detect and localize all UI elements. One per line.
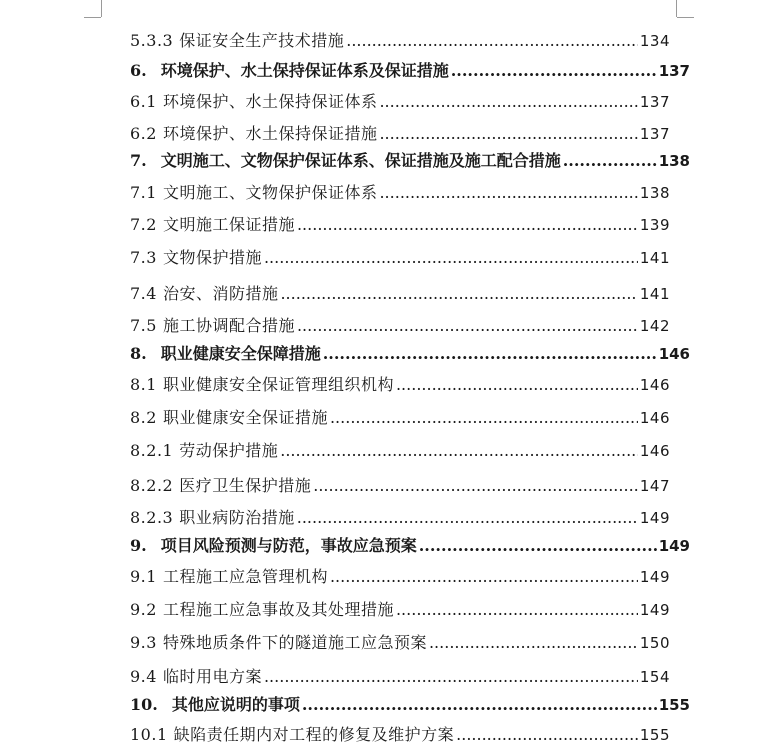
toc-entry-page: 141 [639, 249, 670, 267]
toc-entry-page: 147 [639, 477, 670, 495]
toc-entry-number: 7.5 [130, 316, 157, 335]
toc-entry-number: 8.1 [130, 375, 157, 394]
toc-entry-number: 10. [130, 695, 158, 714]
toc-entry[interactable] [130, 121, 670, 144]
toc-entry-page: 139 [639, 216, 670, 234]
toc-entry[interactable] [130, 372, 670, 395]
toc-entry-title: 文物保护措施 [162, 248, 262, 267]
toc-dot-leader [313, 476, 638, 495]
toc-entry-page: 155 [658, 696, 690, 714]
toc-entry-title: 职业病防治措施 [179, 508, 295, 527]
toc-entry-page: 155 [639, 726, 670, 744]
toc-entry-page: 146 [639, 409, 670, 427]
toc-entry-title: 工程施工应急事故及其处理措施 [162, 600, 394, 619]
toc-entry-title: 职业健康安全保证管理组织机构 [162, 375, 394, 394]
toc-dot-leader [451, 61, 657, 80]
toc-entry-title: 职业健康安全保证措施 [162, 408, 328, 427]
toc-entry[interactable] [130, 212, 670, 235]
toc-entry-title: 文明施工、文物保护保证体系 [162, 183, 378, 202]
toc-entry-title: 缺陷责任期内对工程的修复及维护方案 [173, 725, 455, 744]
toc-entry-number: 9. [130, 536, 147, 555]
toc-dot-leader [346, 31, 638, 50]
toc-entry[interactable] [130, 313, 670, 336]
toc-entry-page: 137 [639, 93, 670, 111]
toc-entry-number: 7.3 [130, 248, 157, 267]
toc-entry-page: 146 [639, 442, 670, 460]
toc-entry[interactable] [130, 281, 670, 304]
toc-entry-number: 6.2 [130, 124, 157, 143]
toc-entry[interactable] [130, 341, 690, 364]
toc-entry-page: 146 [639, 376, 670, 394]
toc-entry-page: 137 [658, 62, 690, 80]
toc-entry-title: 环境保护、水土保持保证体系及保证措施 [160, 61, 449, 80]
toc-entry-number: 9.2 [130, 600, 157, 619]
toc-entry-number: 9.4 [130, 667, 157, 686]
toc-entry[interactable] [130, 533, 690, 556]
toc-entry-title: 临时用电方案 [162, 667, 262, 686]
toc-entry-number: 9.3 [130, 633, 157, 652]
toc-entry-page: 150 [639, 634, 670, 652]
toc-dot-leader [379, 183, 637, 202]
toc-entry-page: 142 [639, 317, 670, 335]
toc-entry[interactable] [130, 722, 670, 745]
toc-dot-leader [379, 92, 637, 111]
toc-entry-title: 文明施工、文物保护保证体系、保证措施及施工配合措施 [160, 151, 561, 170]
toc-entry[interactable] [130, 473, 670, 496]
toc-entry[interactable] [130, 89, 670, 112]
toc-entry[interactable] [130, 148, 690, 171]
toc-entry-page: 138 [658, 152, 690, 170]
toc-entry-title: 治安、消防措施 [162, 284, 279, 303]
toc-dot-leader [297, 316, 638, 335]
toc-dot-leader [330, 567, 638, 586]
toc-dot-leader [302, 695, 657, 714]
toc-entry[interactable] [130, 564, 670, 587]
toc-dot-leader [456, 725, 638, 744]
toc-entry-title: 职业健康安全保障措施 [160, 344, 321, 363]
toc-dot-leader [429, 633, 638, 652]
toc-entry[interactable] [130, 664, 670, 687]
toc-entry-page: 149 [639, 509, 670, 527]
toc-entry-page: 154 [639, 668, 670, 686]
toc-entry[interactable] [130, 245, 670, 268]
toc-entry-number: 10.1 [130, 725, 168, 744]
toc-entry[interactable] [130, 58, 690, 81]
toc-entry-page: 138 [639, 184, 670, 202]
toc-entry[interactable] [130, 630, 670, 653]
toc-entry-title: 工程施工应急管理机构 [162, 567, 328, 586]
toc-entry-title: 环境保护、水土保持保证体系 [162, 92, 378, 111]
toc-entry-number: 7.4 [130, 284, 157, 303]
toc-dot-leader [280, 441, 638, 460]
toc-dot-leader [297, 215, 638, 234]
toc-dot-leader [297, 508, 638, 527]
toc-dot-leader [264, 248, 638, 267]
toc-entry-title: 施工协调配合措施 [162, 316, 295, 335]
toc-entry-number: 7.2 [130, 215, 157, 234]
toc-entry-number: 8.2.2 [130, 476, 174, 495]
toc-entry-title: 特殊地质条件下的隧道施工应急预案 [162, 633, 427, 652]
toc-entry[interactable] [130, 28, 670, 51]
toc-entry-number: 8.2.3 [130, 508, 174, 527]
toc-entry-title: 环境保护、水土保持保证措施 [162, 124, 378, 143]
toc-entry-title: 劳动保护措施 [179, 441, 279, 460]
toc-entry-page: 149 [658, 537, 690, 555]
toc-entry-title: 项目风险预测与防范，事故应急预案 [160, 536, 417, 555]
toc-entry-page: 146 [658, 345, 690, 363]
toc-dot-leader [379, 124, 637, 143]
toc-entry-number: 7.1 [130, 183, 157, 202]
toc-entry-title: 医疗卫生保护措施 [179, 476, 312, 495]
toc-entry-title: 其他应说明的事项 [171, 695, 300, 714]
toc-entry-page: 149 [639, 601, 670, 619]
toc-entry[interactable] [130, 180, 670, 203]
toc-entry-page: 137 [639, 125, 670, 143]
toc-entry[interactable] [130, 405, 670, 428]
toc-entry-number: 6. [130, 61, 147, 80]
toc-dot-leader [396, 375, 638, 394]
toc-entry[interactable] [130, 505, 670, 528]
toc-entry-number: 8.2.1 [130, 441, 174, 460]
toc-entry[interactable] [130, 692, 690, 715]
toc-dot-leader [323, 344, 657, 363]
toc-dot-leader [330, 408, 638, 427]
toc-entry-number: 7. [130, 151, 147, 170]
toc-entry-number: 6.1 [130, 92, 157, 111]
toc-entry-number: 9.1 [130, 567, 157, 586]
toc-dot-leader [280, 284, 637, 303]
toc-dot-leader [264, 667, 638, 686]
toc-entry-number: 8. [130, 344, 147, 363]
toc-entry-number: 8.2 [130, 408, 157, 427]
toc-entry-title: 文明施工保证措施 [162, 215, 295, 234]
toc-entry-title: 保证安全生产技术措施 [179, 31, 345, 50]
toc-entry[interactable] [130, 597, 670, 620]
toc-entry-page: 141 [639, 285, 670, 303]
toc-dot-leader [396, 600, 638, 619]
toc-entry-page: 149 [639, 568, 670, 586]
toc-dot-leader [419, 536, 657, 555]
toc-entry[interactable] [130, 438, 670, 461]
toc-entry-page: 134 [639, 32, 670, 50]
toc-entry-number: 5.3.3 [130, 31, 174, 50]
toc-dot-leader [563, 151, 657, 170]
